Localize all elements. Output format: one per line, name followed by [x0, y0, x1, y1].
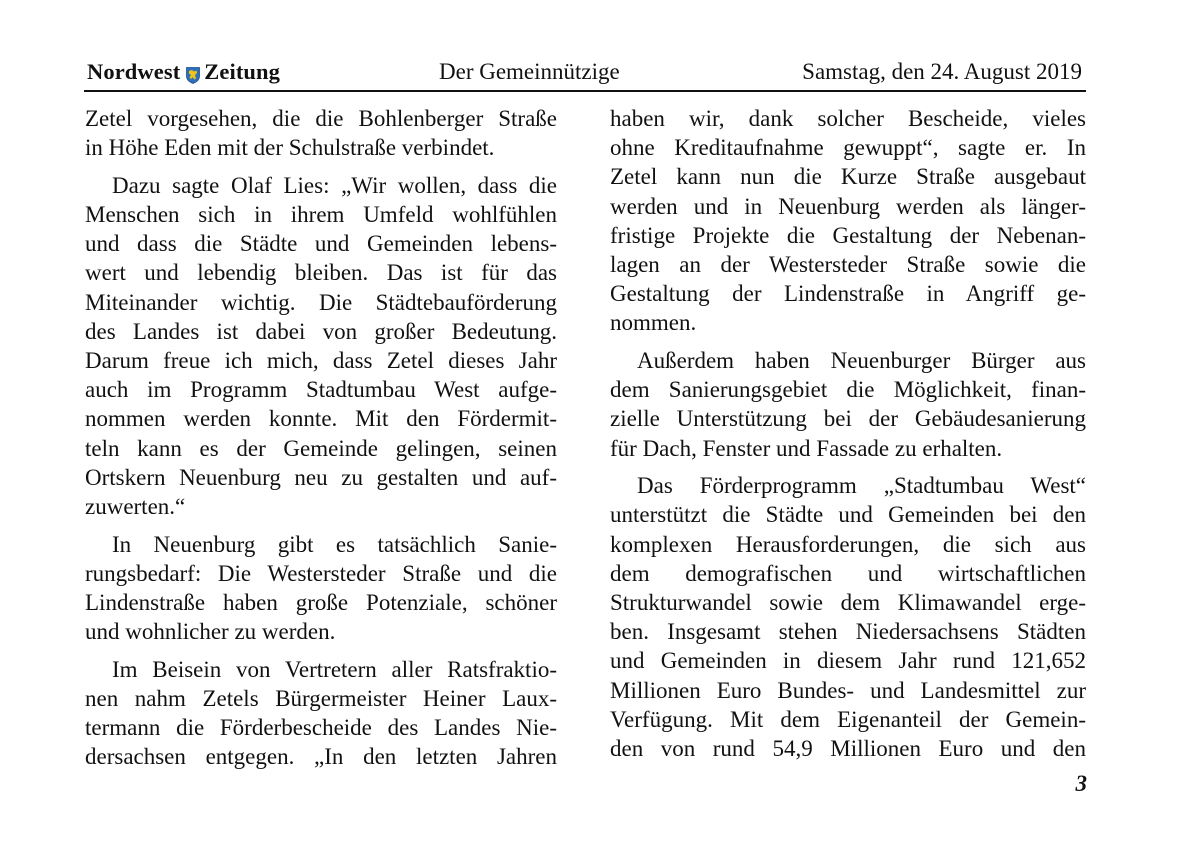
text-line: Verfügung. Mit dem Eigenanteil der Gemein-	[610, 706, 1086, 732]
text-line: In Neuenburg gibt es tatsächlich Sanie-	[112, 531, 557, 557]
article-paragraph	[85, 171, 557, 521]
text-line: auch im Programm Stadtumbau West aufge-	[85, 377, 557, 403]
text-line: teln kann es der Gemeinde gelingen, seinen	[85, 435, 557, 461]
text-line: zielle Unterstützung bei der Gebäudesanierung	[610, 406, 1086, 432]
text-line: in Höhe Eden mit der Schulstraße verbindet.	[85, 135, 495, 161]
text-line: Ortskern Neuenburg neu zu gestalten und auf-	[85, 464, 557, 490]
text-line: haben wir, dank solcher Bescheide, vieles	[610, 106, 1086, 131]
text-line: Strukturwandel sowie dem Klimawandel erge-	[610, 590, 1086, 615]
text-line: werden und in Neuenburg werden als länger-	[610, 193, 1086, 219]
text-line: des Landes ist dabei von großer Bedeutung.	[85, 318, 557, 344]
text-line: den von rund 54,9 Millionen Euro und den	[610, 735, 1086, 761]
text-line: fristige Projekte die Gestaltung der Nebenan-	[610, 222, 1086, 248]
brand-name-left: Nordwest	[87, 59, 181, 84]
text-line: zuwerten.“	[85, 493, 186, 519]
text-line: komplexen Herausforderungen, die sich aus	[610, 531, 1086, 557]
issue-date: Samstag, den 24. August 2019	[802, 59, 1082, 84]
text-line: Millionen Euro Bundes- und Landesmittel zur	[610, 677, 1086, 703]
section-title: Der Gemeinnützige	[439, 59, 620, 84]
text-line: Darum freue ich mich, dass Zetel dieses Jahr	[85, 348, 557, 373]
article-paragraph	[610, 346, 1086, 463]
newspaper-masthead	[87, 59, 280, 85]
text-line: Menschen sich in ihrem Umfeld wohlfühlen	[85, 202, 557, 228]
text-line: dem demografischen und wirtschaftlichen	[610, 560, 1086, 586]
left-column	[85, 104, 557, 772]
text-line: Im Beisein von Vertretern aller Ratsfraktio-	[112, 656, 557, 682]
page-number: 3	[1075, 771, 1087, 796]
text-line: termann die Förderbescheide des Landes Nie-	[85, 715, 557, 741]
text-line: Außerdem haben Neuenburger Bürger aus	[637, 348, 1086, 373]
text-line: Lindenstraße haben große Potenziale, schöner	[85, 590, 557, 615]
article-paragraph	[610, 104, 1086, 338]
text-line: rungsbedarf: Die Westersteder Straße und die	[85, 560, 557, 586]
text-line: und wohnlicher zu werden.	[85, 619, 336, 645]
text-line: Das Förderprogramm „Stadtumbau West“	[637, 473, 1086, 499]
article-paragraph	[85, 530, 557, 647]
text-line: ohne Kreditaufnahme gewuppt“, sagte er. In	[610, 135, 1086, 161]
text-line: ben. Insgesamt stehen Niedersachsens Städten	[610, 619, 1086, 645]
text-line: dem Sanierungsgebiet die Möglichkeit, finan-	[610, 377, 1086, 403]
text-line: und dass die Städte und Gemeinden lebens-	[85, 231, 557, 257]
text-line: wert und lebendig bleiben. Das ist für das	[85, 260, 557, 286]
text-line: Miteinander wichtig. Die Städtebauförderung	[85, 289, 557, 315]
coat-of-arms-icon	[186, 64, 200, 81]
text-line: Gestaltung der Lindenstraße in Angriff ge-	[610, 281, 1086, 307]
text-line: Zetel kann nun die Kurze Straße ausgebaut	[610, 164, 1086, 190]
header-rule	[84, 90, 1086, 92]
text-line: nen nahm Zetels Bürgermeister Heiner Laux-	[85, 686, 557, 712]
text-line: lagen an der Westersteder Straße sowie die	[610, 251, 1086, 277]
article-paragraph	[610, 471, 1086, 763]
text-line: für Dach, Fenster und Fassade zu erhalten.	[610, 435, 1003, 461]
article-paragraph	[85, 655, 557, 772]
text-line: Zetel vorgesehen, die die Bohlenberger Straße	[85, 106, 557, 131]
right-column	[610, 104, 1086, 763]
text-line: Dazu sagte Olaf Lies: „Wir wollen, dass die	[112, 172, 557, 198]
brand-name-right: Zeitung	[204, 59, 281, 84]
article-paragraph	[85, 104, 557, 162]
page-header	[84, 57, 1086, 89]
text-line: dersachsen entgegen. „In den letzten Jahren	[85, 744, 557, 770]
text-line: und Gemeinden in diesem Jahr rund 121,652	[610, 648, 1086, 674]
text-line: unterstützt die Städte und Gemeinden bei den	[610, 502, 1086, 528]
text-line: nommen werden konnte. Mit den Fördermit-	[85, 406, 557, 432]
text-line: nommen.	[610, 310, 697, 336]
